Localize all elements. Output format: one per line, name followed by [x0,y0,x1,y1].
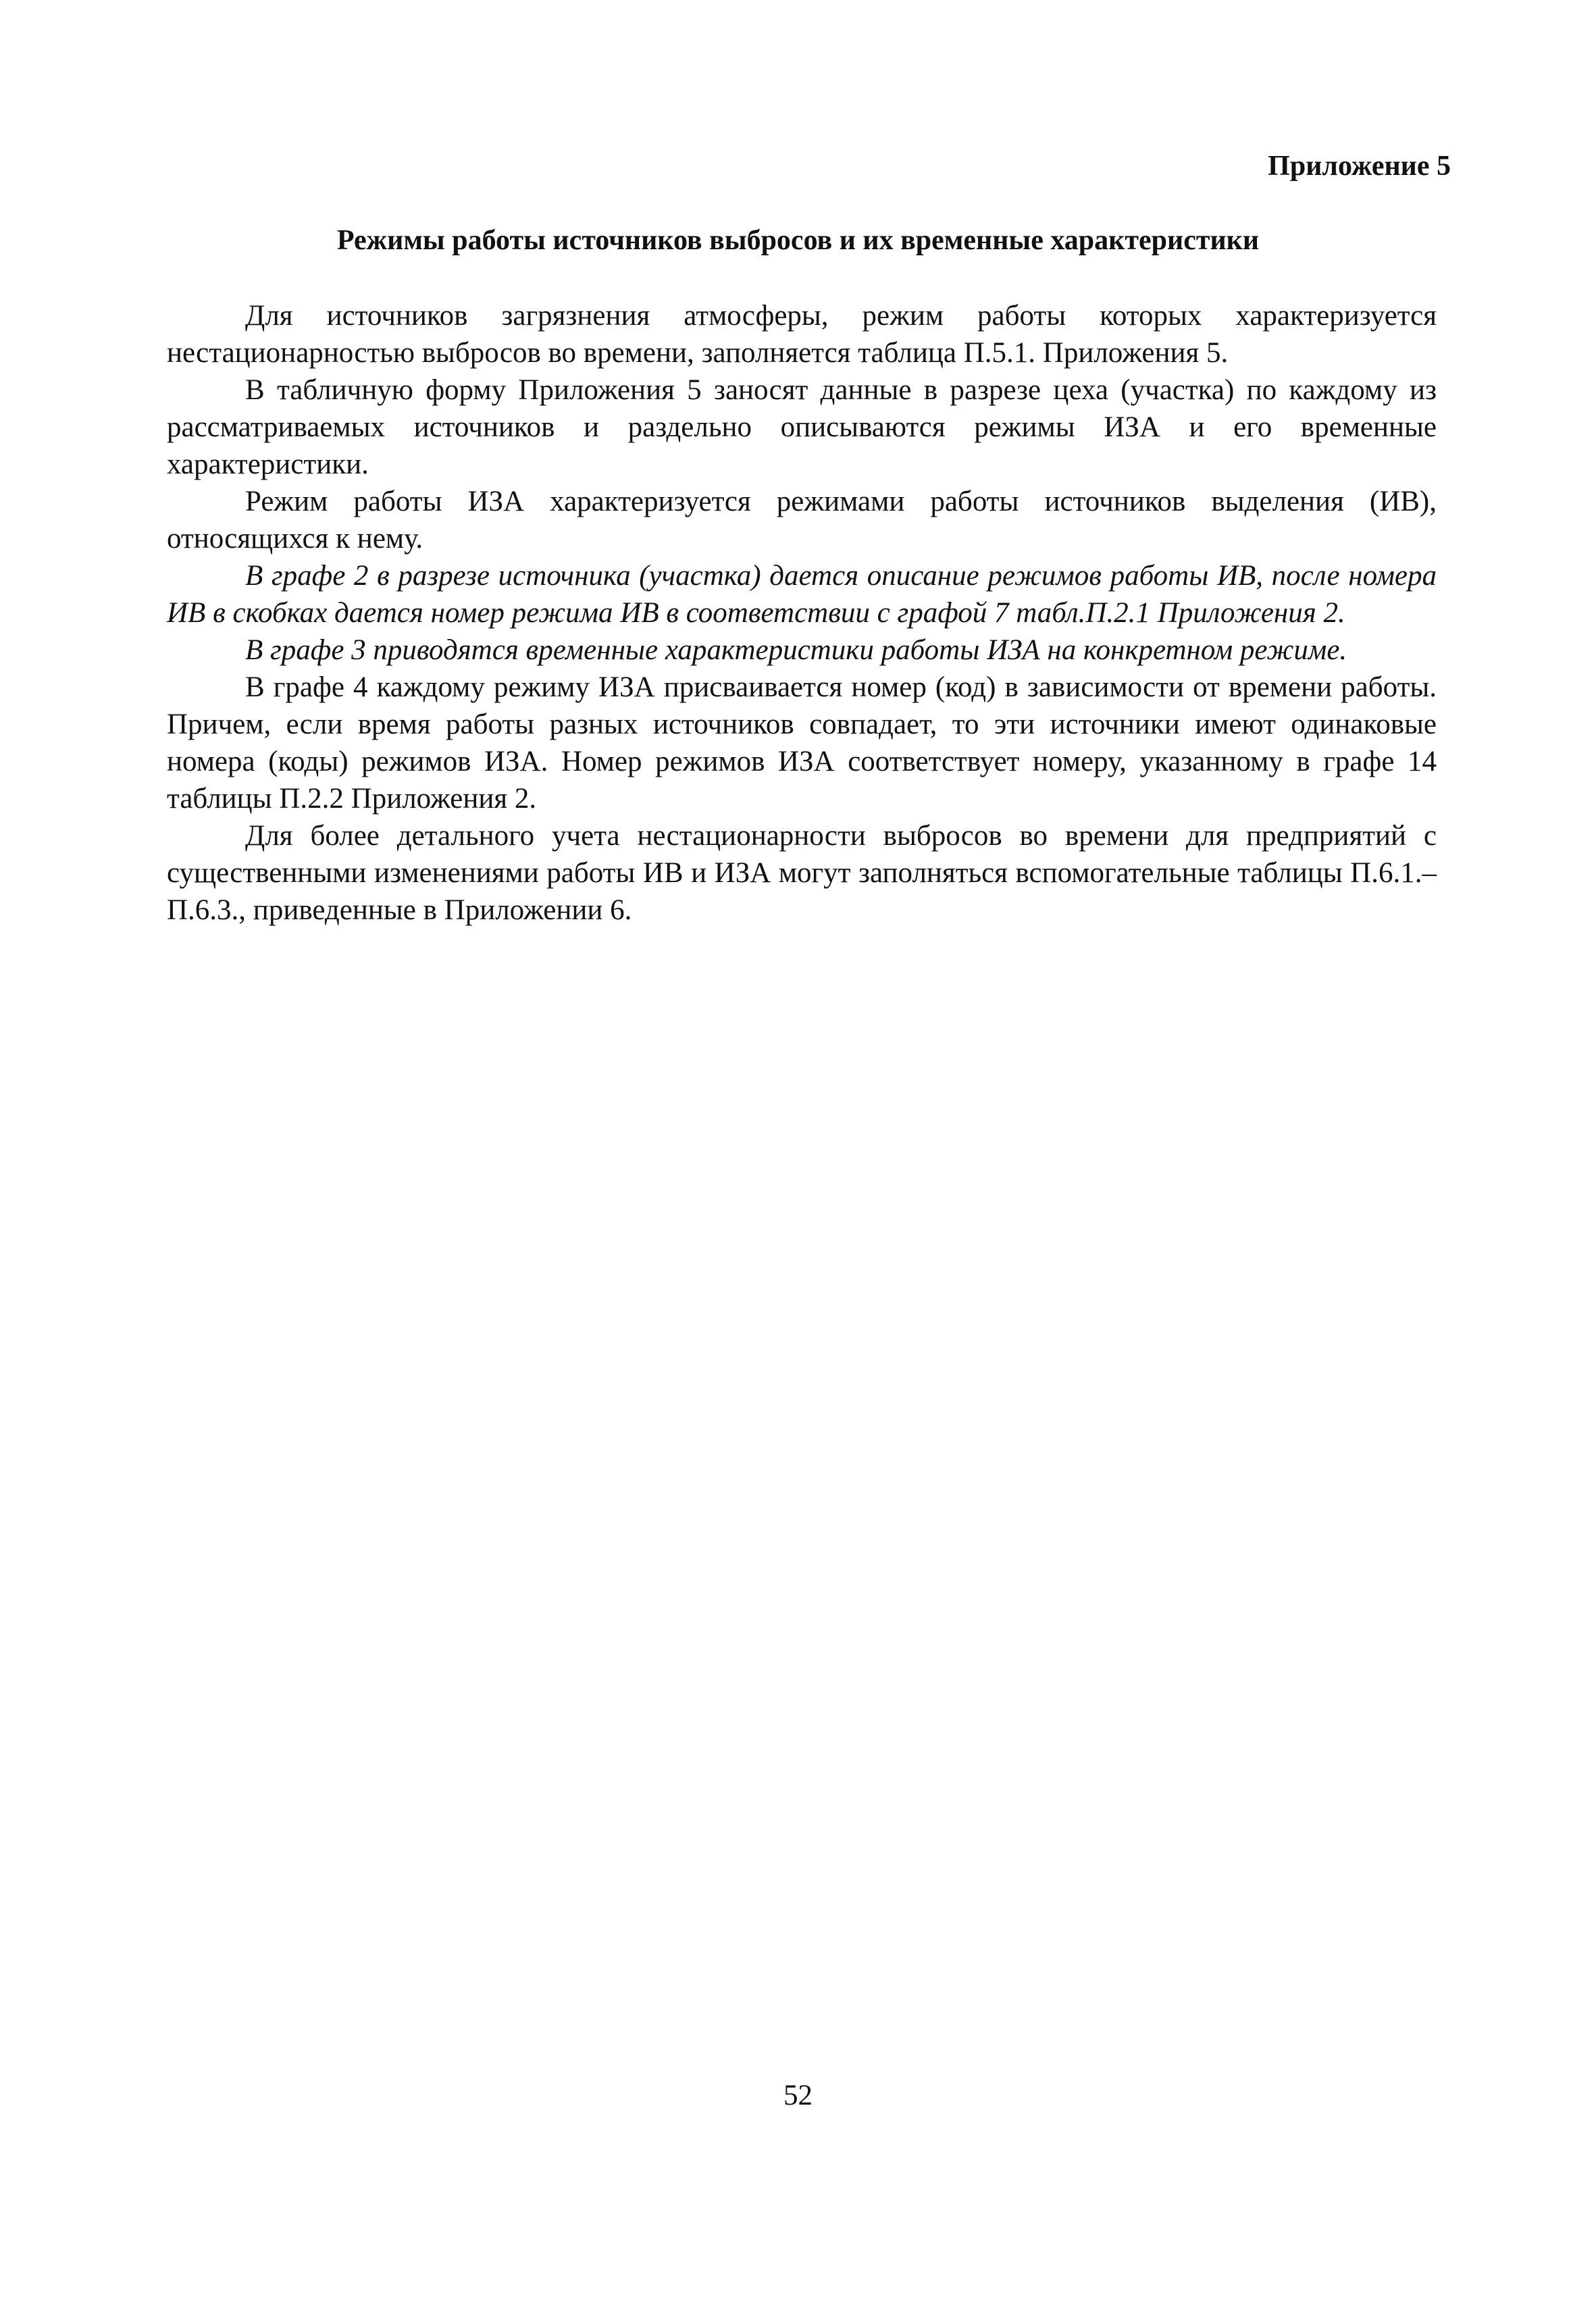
paragraph: Режим работы ИЗА характеризуется режимами работы источников выделения (ИВ), относящихся к нему. [167,486,1437,555]
appendix-label: Приложение 5 [1268,151,1451,182]
body-text [167,297,1437,929]
document-title: Режимы работы источников выбросов и их временные характеристики [336,225,1260,256]
paragraph: В графе 4 каждому режиму ИЗА присваивается номер (код) в зависимости от времени работы. Причем, если время работы разных источников совпадает, то эти источники имеют одинаковые номера (коды) режимов ИЗА. Номер режимов ИЗА соответствует номеру, указанному в графе 14 таблицы П.2.2 Приложения 2. [167,671,1437,815]
paragraph: В табличную форму Приложения 5 заносят данные в разрезе цеха (участка) по каждому из рассматриваемых источников и раздельно описываются режимы ИЗА и его временные характеристики. [167,374,1437,480]
paragraph: Для более детального учета нестационарности выбросов во времени для предприятий с существенными изменениями работы ИВ и ИЗА могут заполняться вспомогательные таблицы П.6.1.– П.6.3., приведенные в Приложении 6. [167,820,1437,926]
paragraph: В графе 2 в разрезе источника (участка) дается описание режимов работы ИВ, после номера ИВ в скобках дается номер режима ИВ в соответствии с графой 7 табл.П.2.1 Приложения 2. [167,560,1437,629]
paragraph: Для источников загрязнения атмосферы, режим работы которых характеризуется нестационарностью выбросов во времени, заполняется таблица П.5.1. Приложения 5. [167,300,1437,369]
page-number: 52 [783,2080,813,2111]
paragraph: В графе 3 приводятся временные характеристики работы ИЗА на конкретном режиме. [245,634,1347,666]
